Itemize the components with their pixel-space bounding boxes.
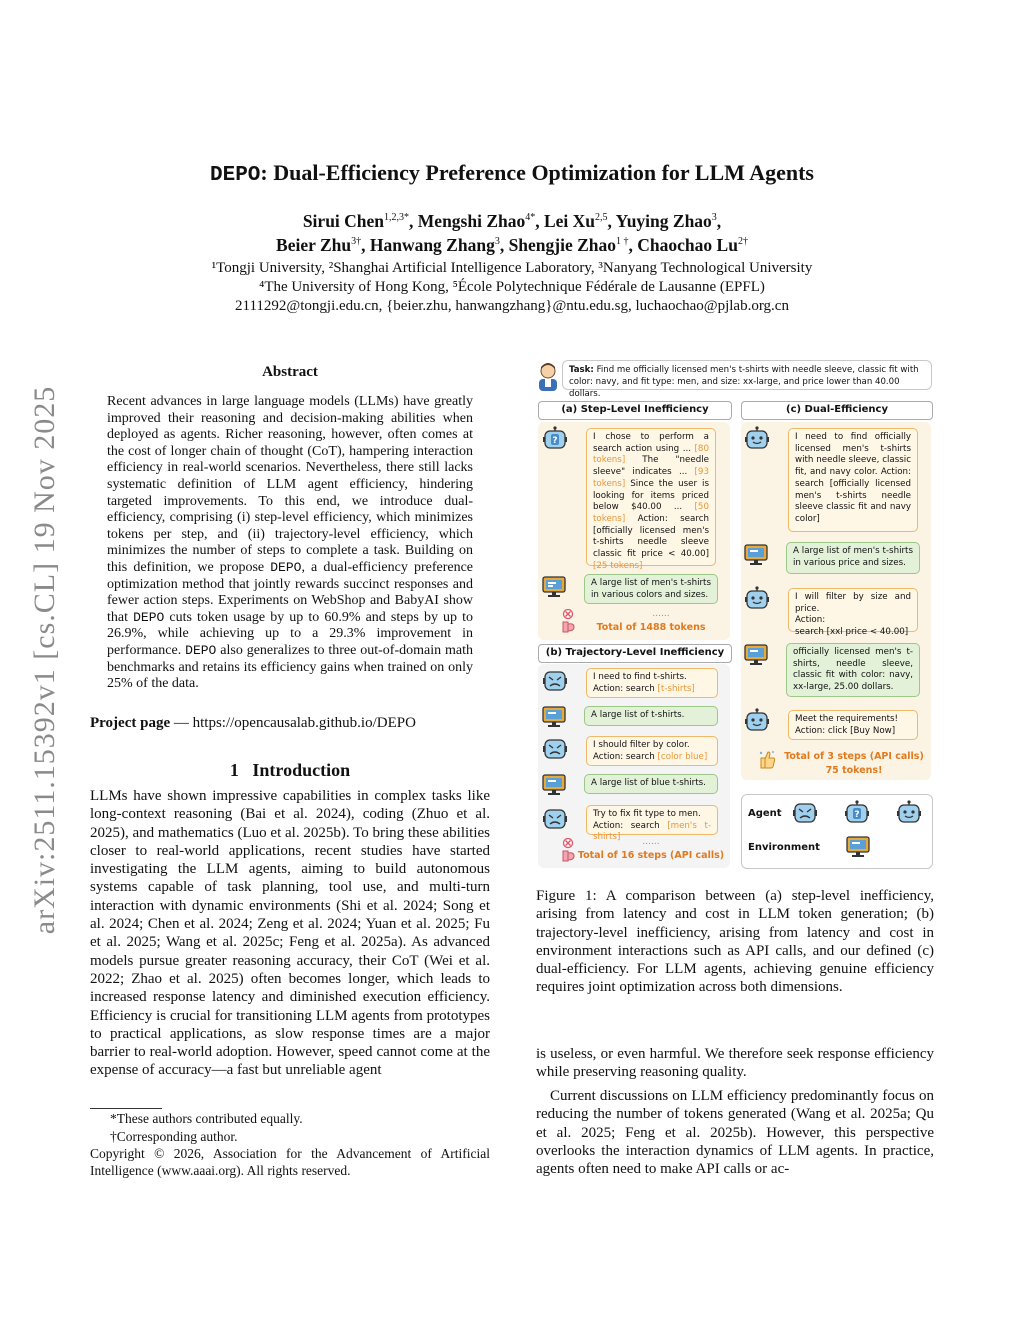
author-name: Mengshi Zhao bbox=[417, 210, 526, 231]
affiliations-line-1: ¹Tongji University, ²Shanghai Artificial Intelligence Laboratory, ³Nanyang Technological University bbox=[211, 260, 813, 276]
figure-caption: Figure 1: A comparison between (a) step-level inefficiency, arising from latency and cost in LLM token generation; (b) trajectory-level inefficiency, arising from latency and cost in environment interactions such as API calls, and our defined (c) dual-efficiency. For LLM agents, achieving genuine efficiency requires joint optimization across both dimensions. bbox=[536, 888, 934, 996]
legend-agent-label: Agent bbox=[748, 808, 782, 819]
abstract-text: , a dual-efficiency preference optimization method that jointly rewards succinct responses and fewer action steps. Experiments on WebShop and BabyAI show that bbox=[107, 559, 474, 625]
legend-agent-thinking-icon bbox=[844, 800, 870, 826]
arxiv-stamp bbox=[20, 360, 70, 960]
author-name: Beier Zhu bbox=[276, 234, 352, 255]
token-count: [50 tokens] bbox=[593, 502, 709, 524]
abstract-text: also generalizes to three out-of-domain math benchmarks and retains its efficiency gains when trained on only 25% of the data. bbox=[107, 642, 474, 692]
project-page-link[interactable]: https://opencausalab.github.io/DEPO bbox=[192, 715, 416, 731]
action-arg: [color blue] bbox=[657, 751, 708, 762]
environment-monitor-icon bbox=[744, 644, 768, 666]
intro-para-2: Current discussions on LLM efficiency predominantly focus on reducing the number of tokens generated (Wang et al. 2025a; Qu et al. 2025; Feng et al. 2025b). However, this perspective overlooks the interaction dynamics of LLM agents. In practice, agents often need to make API calls or ac- bbox=[536, 1088, 934, 1178]
author-name: Sirui Chen bbox=[302, 210, 385, 231]
user-icon bbox=[536, 362, 560, 392]
agent-thinking-icon bbox=[542, 426, 568, 452]
thought-text: I will filter by size and price. bbox=[795, 592, 911, 614]
legend-environment-icon bbox=[846, 836, 870, 858]
action-arg: [men's t-shirts] bbox=[593, 820, 712, 843]
paper-title bbox=[90, 160, 934, 187]
abstract-text: Recent advances in large language models (LLMs) have greatly improved their reasoning and decision-making abilities when deployed as agents. Richer reasoning, however, often comes at the cost of longer chain of thought (CoT), hampering interaction efficiency in real-world scenarios. Nevertheless, there still lacks systematic definition of LLM agent efficiency, hindering targeted improvements. To this end, we introduce dual-efficiency, comprising (i) step-level efficiency, which minimizes tokens per step, and (ii) trajectory-level efficiency, which minimizes the number of steps to complete a task. Building on this definition, we propose bbox=[107, 394, 473, 575]
abstract-code: DEPO bbox=[185, 642, 217, 658]
agent-happy-icon bbox=[744, 586, 770, 612]
figure-1 bbox=[536, 360, 934, 870]
task-text: Find me officially licensed men's t-shirts with needle sleeve, classic fit with color: navy, and fit type: men, and size: xx-large, and price lower than 40.00 dollars. bbox=[569, 365, 919, 399]
panel-a-title: (a) Step-Level Inefficiency bbox=[538, 401, 732, 420]
author-name: Shengjie Zhao bbox=[508, 234, 617, 255]
affiliations-line-2: ⁴The University of Hong Kong, ⁵École Polytechnique Fédérale de Lausanne (EPFL) bbox=[259, 279, 765, 295]
authors-line-2: Beier Zhu$^{3\dagger}$, Hanwang Zhang$^3$, Shengjie Zhao$^{1 \dagger}$, Chaochao $Lu^{2\dagger}$ bbox=[276, 234, 748, 255]
title-code: DEPO bbox=[210, 164, 261, 187]
environment-monitor-icon bbox=[744, 544, 768, 566]
thought-text: I should filter by color. bbox=[593, 740, 690, 750]
title-text: : Dual-Efficiency Preference Optimization for LLM Agents bbox=[260, 160, 814, 185]
panel-b-step-3 bbox=[586, 805, 718, 843]
project-page bbox=[90, 715, 490, 732]
panel-c-step-1 bbox=[788, 428, 918, 532]
abstract-text: cuts token usage by up to 60.9% and steps by up to 26.9%, while achieving up to a 29.3% improvement in performance. bbox=[107, 609, 474, 658]
panel-b-step-1 bbox=[586, 668, 718, 698]
intro-para-1-continued: is useless, or even harmful. We therefore seek response efficiency while preserving reasoning quality. bbox=[536, 1046, 934, 1081]
section-title: Introduction bbox=[252, 760, 351, 780]
author-sup: 2,5 bbox=[595, 212, 608, 223]
panel-b-dots: ...... bbox=[642, 837, 660, 847]
author-sup: 3 bbox=[711, 212, 717, 223]
copyright-notice: Copyright © 2026, Association for the Advancement of Artificial Intelligence (www.aaai.org). All rights reserved. bbox=[90, 1146, 490, 1178]
agent-happy-icon bbox=[744, 708, 770, 734]
agent-frustrated-icon bbox=[542, 736, 568, 762]
panel-c-env-1: A large list of men's t-shirts in various price and sizes. bbox=[786, 542, 920, 574]
abstract-code: DEPO bbox=[270, 559, 302, 575]
abstract-body bbox=[107, 394, 473, 693]
panel-c-title: (c) Dual-Efficiency bbox=[741, 401, 933, 420]
token-count: [25 tokens] bbox=[593, 560, 643, 571]
action-text: Action: search bbox=[593, 683, 655, 694]
legend-environment-label: Environment bbox=[748, 842, 820, 853]
panel-a-dots: ...... bbox=[652, 609, 670, 619]
action-text: Action: search [officially licensed men's t-shirts needle sleeve classic fit and navy color] bbox=[795, 467, 911, 524]
thought-text: The "needle sleeve" indicates ... bbox=[593, 455, 709, 478]
author-name: Lei Xu bbox=[543, 210, 596, 231]
author-sup: 2† bbox=[737, 236, 748, 247]
svg-text:?: ? bbox=[854, 810, 860, 820]
token-count: [93 tokens] bbox=[593, 467, 709, 489]
panel-b-step-2 bbox=[586, 736, 718, 766]
intro-para-1: LLMs have shown impressive capabilities in complex tasks like long-context reasoning (Bai et al. 2024), coding (Zhuo et al. 2025), and mathematics (Luo et al. 2025b). To bring these abilities closer to real-world applications, recent studies have started investigating the LLM agents, aiming to build autonomous systems capable of task planning, tool use, and multi-turn interaction with dynamic environments (Shi et al. 2024; Song et al. 2024; Chen et al. 2024; Zeng et al. 2024; Yuan et al. 2025; Fu et al. 2025; Wang et al. 2025c; Feng et al. 2025a). As advanced models pursue greater reasoning accuracy, their CoT (Wei et al. 2022; Zhao et al. 2025) often becomes longer, which leads to increased response latency and diminished execution efficiency. Efficiency is crucial for transitioning LLM agents from prototypes to practical applications, as slow response times are a major barrier to real-world adoption. However, speed cannot come at the expense of accuracy—a fast but unreliable agent bbox=[90, 788, 490, 1079]
thought-text: Action: search [officially licensed men's t-shirts needle sleeve classic fit price < 40.00] bbox=[593, 513, 709, 560]
abstract-code: DEPO bbox=[133, 609, 165, 625]
section-number: 1 bbox=[229, 760, 239, 780]
panel-b-total: Total of 16 steps (API calls) bbox=[577, 850, 725, 861]
author-sup: 3 bbox=[494, 236, 500, 247]
fail-icon bbox=[560, 609, 576, 635]
panel-c-total-steps: Total of 3 steps (API calls) bbox=[784, 751, 924, 762]
thought-text: Try to fix fit type to men. bbox=[593, 809, 701, 819]
action-arg: search [xxl price < 40.00] bbox=[795, 627, 909, 638]
thought-text: I chose to perform a search action using ... bbox=[593, 432, 709, 454]
svg-text:?: ? bbox=[552, 436, 558, 446]
thought-text: I need to find officially licensed men's t-shirts with needle sleeve, classic fit, and navy color. bbox=[795, 432, 911, 478]
token-count: [80 tokens] bbox=[593, 443, 709, 466]
project-page-label: Project page bbox=[90, 715, 171, 731]
success-icon bbox=[758, 750, 776, 770]
task-box bbox=[562, 360, 932, 399]
action-arg: [t-shirts] bbox=[657, 683, 695, 694]
environment-monitor-icon bbox=[542, 774, 566, 796]
author-name: Chaochao Lu bbox=[637, 234, 738, 255]
thought-text: Since the user is looking for items priced below $40.00 ... bbox=[593, 478, 709, 513]
thought-text: Meet the requirements! bbox=[795, 714, 898, 724]
agent-frustrated-icon bbox=[542, 806, 568, 832]
panel-a-total: Total of 1488 tokens bbox=[596, 622, 706, 633]
author-sup: 4* bbox=[525, 212, 536, 223]
panel-c-step-3 bbox=[788, 710, 918, 740]
authors-line-1: Sirui Chen$^{1,2,3*}$, Mengshi Zhao$^{4*}$, Lei Xu$^{2,5}$, Yuying Zhao$^3$, bbox=[302, 210, 722, 231]
agent-frustrated-icon bbox=[542, 668, 568, 694]
panel-a-env-bubble: A large list of men's t-shirts in various colors and sizes. bbox=[584, 574, 718, 604]
author-sup: 1,2,3* bbox=[384, 212, 410, 223]
action-text: Action: bbox=[795, 615, 826, 626]
panel-b-title: (b) Trajectory-Level Inefficiency bbox=[538, 644, 732, 663]
author-sup: 3† bbox=[351, 236, 362, 247]
legend-agent-happy-icon bbox=[896, 800, 922, 826]
environment-monitor-icon bbox=[542, 706, 566, 728]
task-label: Task: bbox=[569, 365, 594, 375]
intro-heading bbox=[90, 760, 490, 781]
abstract-heading: Abstract bbox=[262, 364, 318, 380]
project-page-sep: — bbox=[170, 715, 193, 731]
footnote-equal: *These authors contributed equally. bbox=[110, 1111, 303, 1126]
panel-c-step-2 bbox=[788, 588, 918, 638]
panel-c-total-tokens: 75 tokens! bbox=[825, 765, 883, 776]
footnote-corresponding: †Corresponding author. bbox=[110, 1129, 238, 1144]
footnote-rule bbox=[90, 1108, 162, 1109]
author-emails: 2111292@tongji.edu.cn, {beier.zhu, hanwangzhang}@ntu.edu.sg, luchaochao@pjlab.org.cn bbox=[235, 298, 789, 314]
author-sup: 1 † bbox=[616, 236, 629, 247]
panel-b-env-1: A large list of t-shirts. bbox=[584, 706, 718, 726]
panel-a-thought-bubble bbox=[586, 428, 716, 571]
fail-icon bbox=[560, 838, 576, 864]
author-name: Yuying Zhao bbox=[615, 210, 712, 231]
thought-text: I need to find t-shirts. bbox=[593, 672, 687, 682]
agent-happy-icon bbox=[744, 426, 770, 452]
action-text: Action: search bbox=[593, 751, 655, 762]
action-text: Action: search bbox=[593, 820, 660, 831]
action-text: Action: click [Buy Now] bbox=[795, 725, 896, 736]
author-name: Hanwang Zhang bbox=[369, 234, 495, 255]
panel-b-env-2: A large list of blue t-shirts. bbox=[584, 774, 718, 794]
panel-c-env-2: officially licensed men's t-shirts, needle sleeve, classic fit with color: navy, xx-large, 25.00 dollars. bbox=[786, 643, 920, 697]
arxiv-stamp-text: arXiv:2511.15392v1 [cs.CL] 19 Nov 2025 bbox=[28, 385, 61, 935]
environment-monitor-icon bbox=[542, 576, 566, 598]
legend-agent-frustrated-icon bbox=[792, 800, 818, 826]
